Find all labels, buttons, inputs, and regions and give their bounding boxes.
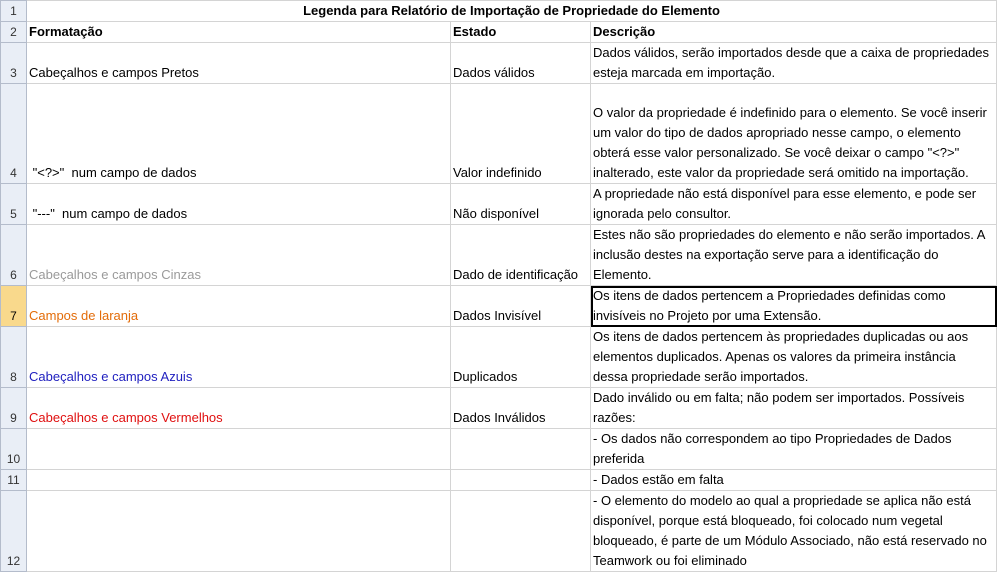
cell-descricao[interactable]: A propriedade não está disponível para esse elemento, e pode ser ignorada pelo consultor.	[591, 184, 997, 225]
cell-formatacao[interactable]	[27, 470, 451, 491]
row-header-7[interactable]: 7	[1, 286, 27, 327]
cell-descricao[interactable]: Estes não são propriedades do elemento e não serão importados. A inclusão destes na exportação serve para a identificação do Elemento.	[591, 225, 997, 286]
row-header-9[interactable]: 9	[1, 388, 27, 429]
cell-estado[interactable]: Valor indefinido	[451, 84, 591, 184]
cell-estado[interactable]	[451, 491, 591, 572]
cell-descricao[interactable]: Dados válidos, serão importados desde que a caixa de propriedades esteja marcada em importação.	[591, 43, 997, 84]
sheet-row	[1, 184, 997, 225]
cell-descricao[interactable]: Os itens de dados pertencem às propriedades duplicadas ou aos elementos duplicados. Apenas os valores da primeira instância dessa propriedade serão importados.	[591, 327, 997, 388]
row-header-11[interactable]: 11	[1, 470, 27, 491]
header-descricao[interactable]: Descrição	[591, 22, 997, 43]
sheet-row	[1, 388, 997, 429]
selected-cell-descricao[interactable]: Os itens de dados pertencem a Propriedades definidas como invisíveis no Projeto por uma Extensão.	[591, 286, 997, 327]
sheet-row	[1, 327, 997, 388]
header-estado[interactable]: Estado	[451, 22, 591, 43]
cell-estado[interactable]: Dados Invisível	[451, 286, 591, 327]
legend-title[interactable]: Legenda para Relatório de Importação de Propriedade do Elemento	[27, 1, 997, 22]
cell-formatacao[interactable]	[27, 491, 451, 572]
row-header-8[interactable]: 8	[1, 327, 27, 388]
cell-descricao[interactable]: O valor da propriedade é indefinido para o elemento. Se você inserir um valor do tipo de dados apropriado nesse campo, o elemento obterá esse valor personalizado. Se você deixar o campo "<?>" inalterado, este valor da propriedade será omitido na importação.	[591, 84, 997, 184]
cell-estado[interactable]: Não disponível	[451, 184, 591, 225]
cell-formatacao[interactable]: Campos de laranja	[27, 286, 451, 327]
cell-descricao[interactable]: Dado inválido ou em falta; não podem ser importados. Possíveis razões:	[591, 388, 997, 429]
cell-formatacao[interactable]	[27, 429, 451, 470]
sheet-row	[1, 491, 997, 572]
cell-formatacao[interactable]: "<?>" num campo de dados	[27, 84, 451, 184]
sheet-row	[1, 429, 997, 470]
row-header-4[interactable]: 4	[1, 84, 27, 184]
cell-formatacao[interactable]: Cabeçalhos e campos Cinzas	[27, 225, 451, 286]
cell-formatacao[interactable]: Cabeçalhos e campos Pretos	[27, 43, 451, 84]
sheet-row	[1, 84, 997, 184]
sheet-row	[1, 225, 997, 286]
header-formatacao[interactable]: Formatação	[27, 22, 451, 43]
cell-estado[interactable]: Duplicados	[451, 327, 591, 388]
sheet-row	[1, 470, 997, 491]
sheet-row	[1, 22, 997, 43]
sheet-row	[1, 286, 997, 327]
row-header-12[interactable]: 12	[1, 491, 27, 572]
row-header-5[interactable]: 5	[1, 184, 27, 225]
row-header-6[interactable]: 6	[1, 225, 27, 286]
row-header-1[interactable]: 1	[1, 1, 27, 22]
cell-estado[interactable]: Dados válidos	[451, 43, 591, 84]
sheet-row	[1, 43, 997, 84]
cell-descricao[interactable]: - Dados estão em falta	[591, 470, 997, 491]
cell-formatacao[interactable]: Cabeçalhos e campos Vermelhos	[27, 388, 451, 429]
cell-estado[interactable]	[451, 470, 591, 491]
cell-descricao[interactable]: - Os dados não correspondem ao tipo Propriedades de Dados preferida	[591, 429, 997, 470]
cell-formatacao[interactable]: "---" num campo de dados	[27, 184, 451, 225]
sheet-row	[1, 1, 997, 22]
cell-descricao[interactable]: - O elemento do modelo ao qual a propriedade se aplica não está disponível, porque está bloqueado, foi colocado num vegetal bloqueado, é parte de um Módulo Associado, não está reservado no Teamwork ou foi eliminado	[591, 491, 997, 572]
cell-estado[interactable]	[451, 429, 591, 470]
row-header-3[interactable]: 3	[1, 43, 27, 84]
cell-estado[interactable]: Dado de identificação	[451, 225, 591, 286]
row-header-10[interactable]: 10	[1, 429, 27, 470]
row-header-2[interactable]: 2	[1, 22, 27, 43]
cell-estado[interactable]: Dados Inválidos	[451, 388, 591, 429]
cell-formatacao[interactable]: Cabeçalhos e campos Azuis	[27, 327, 451, 388]
